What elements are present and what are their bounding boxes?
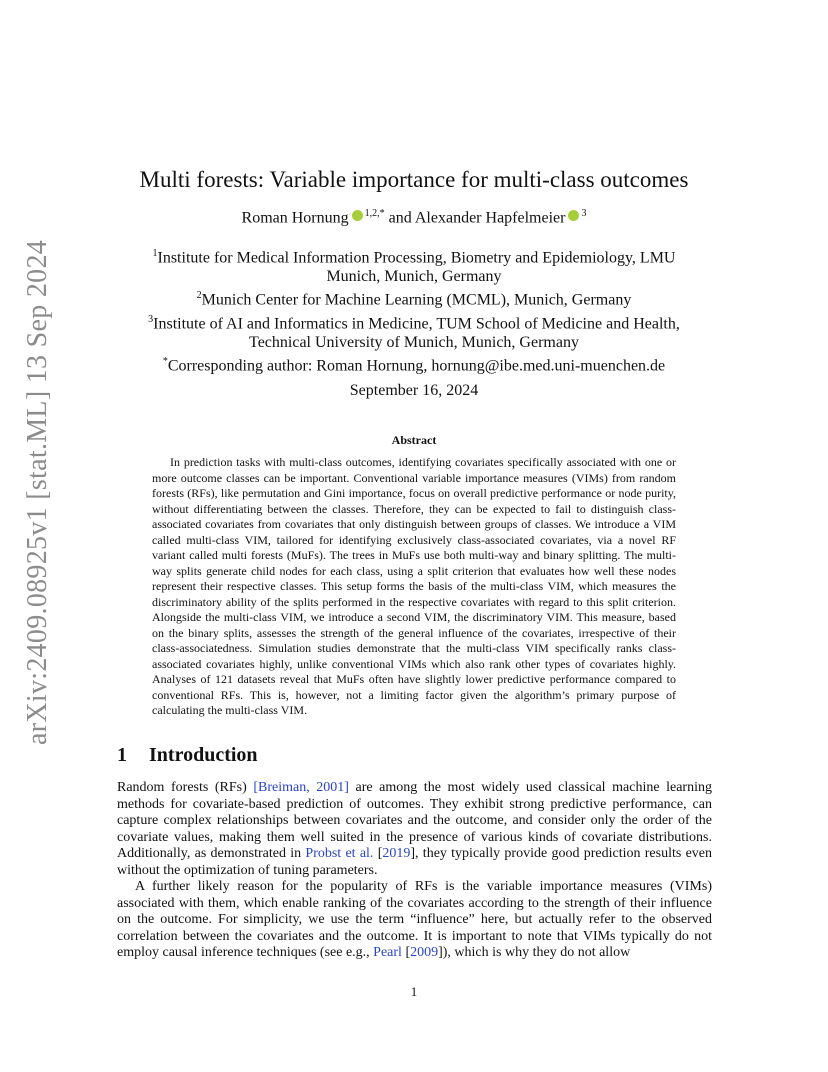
affiliation-text: Munich Center for Machine Learning (MCML), Munich, Germany [201, 291, 632, 309]
section-number: 1 [117, 744, 127, 766]
text-run: are among the most widely used classical machine learning methods for covariate-based prediction of outcomes. They exhibit strong predictive performance, can capture complex relationships between covariates and the outcome, and consider only the order of the covariate values, making them well suited in the presence of various kinds of covariate distributions. Additionally, as demonstrated in [117, 780, 712, 861]
author-1-name: Roman Hornung [241, 209, 349, 227]
citation-link[interactable]: 2019 [382, 846, 411, 861]
affiliation-line [0, 267, 828, 286]
affiliation-line [0, 310, 828, 333]
section-title: Introduction [149, 744, 258, 766]
affiliation-mark: 3 [148, 313, 154, 325]
text-run: A further likely reason for the popularity of RFs is the variable importance measures (VIMs) associated with them, which enable ranking of the covariates according to the strength of their influence on the outcome. For simplicity, we use the term “influence” here, but actually refer to the observed correlation between the covariates and the outcome. It is important to note that VIMs typically do not employ causal inference techniques (see e.g., [117, 879, 712, 960]
affiliation-text: Munich, Munich, Germany [326, 268, 502, 286]
affiliation-text: Institute of AI and Informatics in Medicine, TUM School of Medicine and Health, [153, 314, 680, 332]
affiliation-text: Technical University of Munich, Munich, Germany [249, 333, 579, 351]
text-run: [ [401, 945, 411, 960]
citation-link[interactable]: [Breiman, 2001] [253, 780, 349, 795]
affiliation-line [0, 244, 828, 267]
affiliation-line [0, 286, 828, 309]
author-1-affiliation-mark: 1,2,* [364, 208, 385, 219]
orcid-icon[interactable] [352, 210, 363, 221]
author-2-affiliation-mark: 3 [581, 208, 587, 219]
text-run: [ [373, 846, 383, 861]
affiliation-text: Corresponding author: Roman Hornung, hornung@ibe.med.uni-muenchen.de [167, 357, 666, 375]
affiliation-text: Institute for Medical Information Processing, Biometry and Epidemiology, LMU [157, 249, 676, 267]
section-body [117, 780, 712, 962]
abstract-heading: Abstract [391, 433, 437, 447]
affiliations [0, 244, 828, 375]
section-heading [117, 744, 258, 767]
text-run: ]), which is why they do not allow [438, 945, 631, 960]
text-run: Random forests (RFs) [117, 780, 254, 795]
author-2-name: Alexander Hapfelmeier [414, 209, 566, 227]
author-connector: and [388, 209, 412, 227]
orcid-icon[interactable] [568, 210, 579, 221]
affiliation-mark: * [162, 355, 168, 367]
paper-title: Multi forests: Variable importance for multi-class outcomes [139, 167, 689, 192]
paragraph [117, 879, 712, 962]
citation-link[interactable]: Probst et al. [305, 846, 374, 861]
affiliation-mark: 1 [152, 248, 158, 259]
page-number: 1 [410, 984, 418, 999]
citation-link[interactable]: Pearl [373, 945, 402, 960]
arxiv-identifier-stamp: arXiv:2409.08925v1 [stat.ML] 13 Sep 2024 [22, 239, 53, 745]
affiliation-line [0, 352, 828, 375]
paragraph [117, 780, 712, 879]
author-line [0, 208, 828, 227]
affiliation-mark: 2 [196, 290, 202, 302]
affiliation-line [0, 333, 828, 352]
abstract-text: In prediction tasks with multi-class outcomes, identifying covariates specifically associated with one or more outcome classes can be important. Conventional variable importance measures (VIMs) from random forests (RFs), like permutation and Gini importance, focus on overall predictive performance or node purity, without differentiating between the classes. Therefore, they can be expected to fail to distinguish class-associated covariates from covariates that only distinguish between groups of classes. We introduce a VIM called multi-class VIM, tailored for identifying exclusively class-associated covariates, via a novel RF variant called multi forests (MuFs). The trees in MuFs use both multi-way and binary splitting. The multi-way splits generate child nodes for each class, using a split criterion that evaluates how well these nodes represent their respective classes. This setup forms the basis of the multi-class VIM, which measures the discriminatory ability of the splits performed in the respective covariates with regard to this split criterion. Alongside the multi-class VIM, we introduce a second VIM, the discriminatory VIM. This measure, based on the binary splits, assesses the strength of the general influence of the covariates, irrespective of their class-associatedness. Simulation studies demonstrate that the multi-class VIM specifically ranks class-associated covariates highly, unlike conventional VIMs which also rank other types of covariates highly. Analyses of 121 datasets reveal that MuFs often have slightly lower predictive performance compared to conventional RFs. This is, however, not a limiting factor given the algorithm’s primary purpose of calculating the multi-class VIM. [152, 455, 676, 717]
text-run: ], they typically provide good prediction results even without the optimization of tuning parameters. [117, 846, 712, 878]
citation-link[interactable]: 2009 [410, 945, 439, 960]
publication-date: September 16, 2024 [349, 382, 479, 399]
